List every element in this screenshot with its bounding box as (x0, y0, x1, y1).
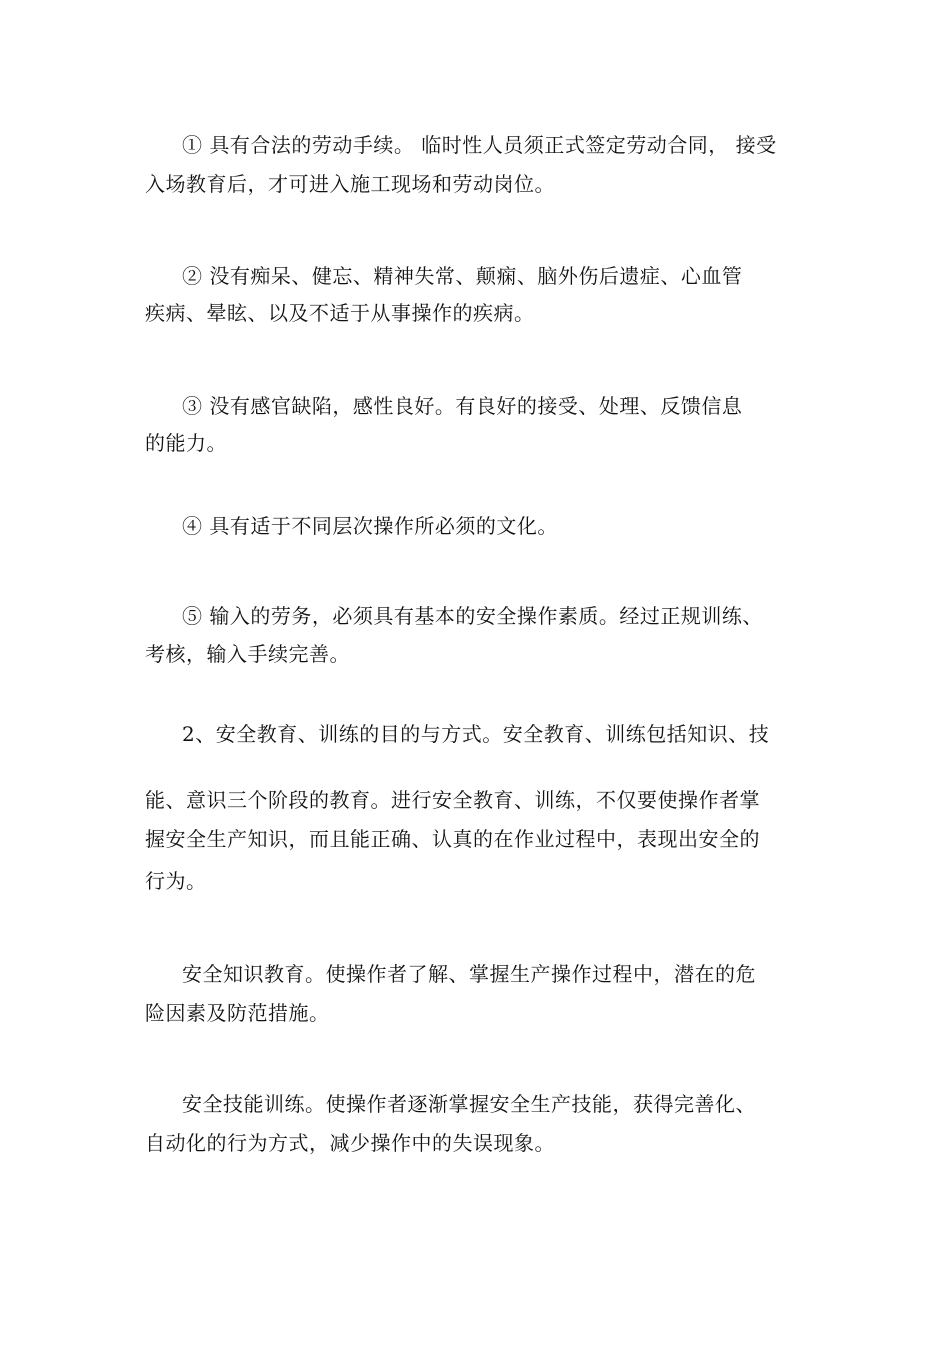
item-5-line-2: 考核，输入手续完善。 (145, 642, 350, 666)
item-5-line-1: ⑤ 输入的劳务，必须具有基本的安全操作素质。经过正规训练、 (182, 604, 763, 628)
section-2-line-3: 握安全生产知识，而且能正确、认真的在作业过程中，表现出安全的 (145, 827, 760, 851)
skill-line-1: 安全技能训练。使操作者逐渐掌握安全生产技能，获得完善化、 (182, 1092, 756, 1116)
item-1-line-1: ① 具有合法的劳动手续。 临时性人员须正式签定劳动合同， 接受 (182, 133, 777, 157)
item-4-line-1: ④ 具有适于不同层次操作所必须的文化。 (182, 514, 558, 538)
item-2-line-2: 疾病、晕眩、以及不适于从事操作的疾病。 (145, 301, 535, 325)
section-2-line-4: 行为。 (145, 869, 207, 893)
item-2-line-1: ② 没有痴呆、健忘、精神失常、颠痫、脑外伤后遗症、心血管 (182, 264, 743, 288)
item-1-line-2: 入场教育后，才可进入施工现场和劳动岗位。 (145, 172, 555, 196)
section-2-line-1: 2、安全教育、训练的目的与方式。安全教育、训练包括知识、技 (182, 722, 770, 746)
knowledge-line-1: 安全知识教育。使操作者了解、掌握生产操作过程中，潜在的危 (182, 962, 756, 986)
knowledge-line-2: 险因素及防范措施。 (145, 1001, 330, 1025)
section-2-line-2: 能、意识三个阶段的教育。进行安全教育、训练，不仅要使操作者掌 (145, 788, 760, 812)
item-3-line-1: ③ 没有感官缺陷，感性良好。有良好的接受、处理、反馈信息 (182, 394, 743, 418)
item-3-line-2: 的能力。 (145, 431, 227, 455)
skill-line-2: 自动化的行为方式，减少操作中的失误现象。 (145, 1131, 555, 1155)
